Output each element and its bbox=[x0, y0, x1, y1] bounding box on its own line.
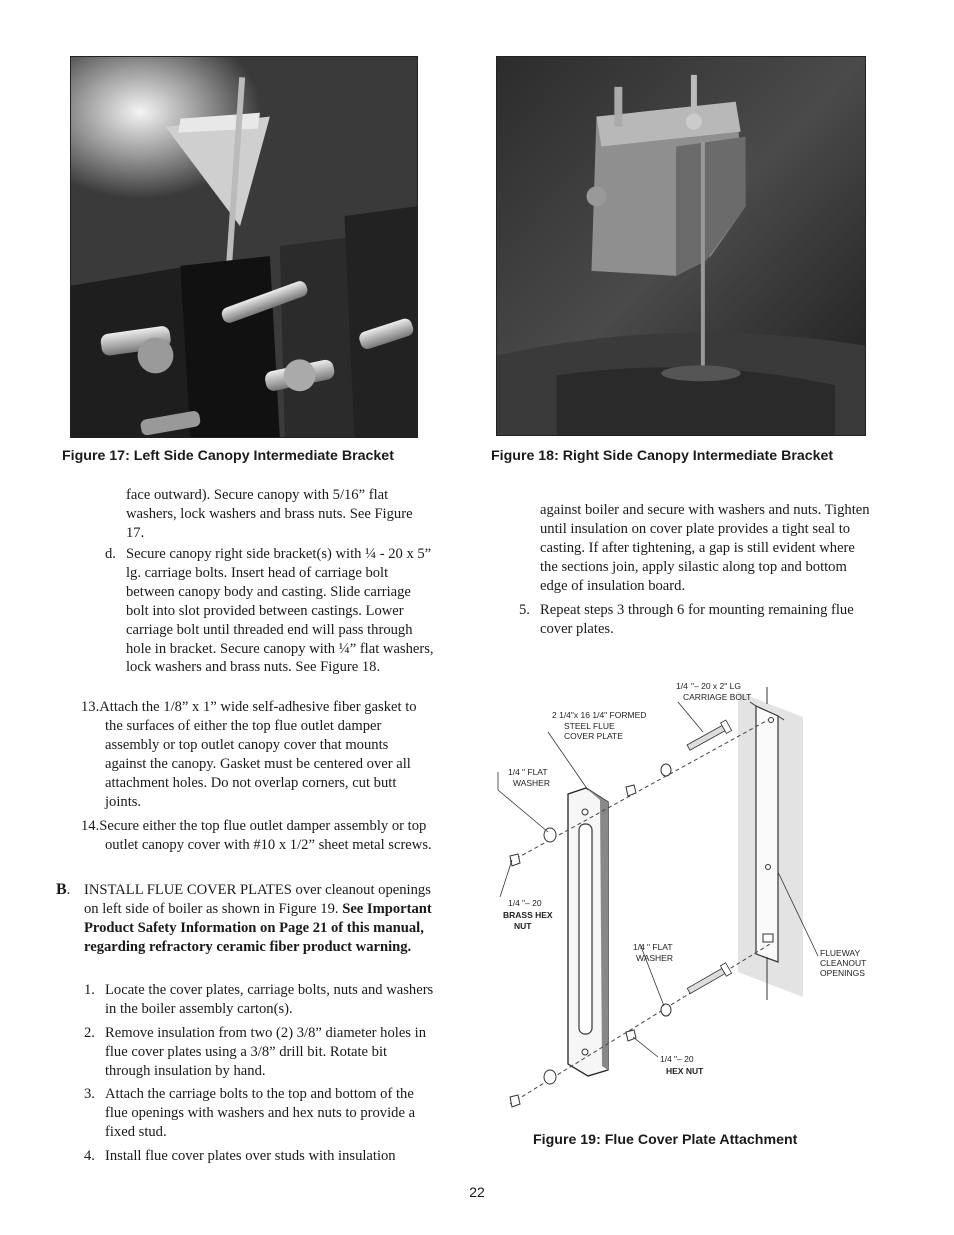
step-4-text: Install flue cover plates over studs with insulation bbox=[105, 1148, 396, 1164]
step-1-text: Locate the cover plates, carriage bolts, nuts and washers in the boiler assembly carton(s). bbox=[105, 982, 434, 1017]
section-b-dot: . bbox=[66, 882, 71, 898]
step-5-text: Repeat steps 3 through 6 for mounting remaining flue cover plates. bbox=[540, 602, 854, 637]
step-5-number: 5. bbox=[519, 602, 530, 618]
brass-nut-label-3: NUT bbox=[514, 921, 532, 931]
step-d-number: d. bbox=[105, 546, 116, 562]
cover-plate-label-3: COVER PLATE bbox=[564, 731, 623, 741]
step-1-number: 1. bbox=[84, 982, 95, 998]
step-4-number: 4. bbox=[84, 1148, 95, 1164]
step-2-number: 2. bbox=[84, 1025, 95, 1041]
flat-washer2-label-2: WASHER bbox=[636, 953, 673, 963]
flat-washer-label-2: WASHER bbox=[513, 778, 550, 788]
hex-nut-label-frac: 1/4 bbox=[660, 1054, 672, 1064]
flueway-label-2: CLEANOUT bbox=[820, 958, 867, 968]
step-d-text: Secure canopy right side bracket(s) with ¼ - 20 x 5” lg. carriage bolts. Insert head of carriage bolt between canopy body and casting. Slide carriage bolt into slot provided between castings. Lower carriage bolt until threaded end will pass through hole in bracket. Secure canopy with ¼” flat washers, lock washers and brass nuts. See Figure 18. bbox=[126, 546, 434, 676]
brass-nut-label-frac: 1/4 bbox=[508, 898, 520, 908]
carriage-bolt-label-1: "– 20 x 2" LG bbox=[691, 681, 741, 691]
cover-plate-label-2: STEEL FLUE bbox=[564, 721, 615, 731]
figure-19-diagram bbox=[488, 672, 868, 1122]
step-13-text: 13.Attach the 1/8” x 1” wide self-adhesive fiber gasket to the surfaces of either the top flue outlet damper assembly or top outlet canopy cover that mounts against the canopy. Gasket must be centered over all attachment holes. Do not overlap corners, cut butt joints. bbox=[81, 699, 417, 810]
flat-washer-label-frac: 1/4 bbox=[508, 767, 520, 777]
flat-washer-label-1: " FLAT bbox=[522, 767, 548, 777]
section-b-letter: B bbox=[56, 881, 67, 898]
carriage-bolt-label-2: CARRIAGE BOLT bbox=[683, 692, 752, 702]
step-2 bbox=[84, 1024, 436, 1081]
section-b-warning: See Important Product Safety Information on Page 21 of this manual, regarding refractory ceramic fiber product warning. bbox=[84, 900, 432, 955]
cover-plate-label-1: 2 1/4"x 16 1/4" FORMED bbox=[552, 710, 647, 720]
step-d bbox=[105, 545, 435, 677]
figure-19-caption: Figure 19: Flue Cover Plate Attachment bbox=[533, 1132, 798, 1148]
figure-17-photo bbox=[70, 56, 418, 438]
flueway-label-1: FLUEWAY bbox=[820, 948, 861, 958]
step-14-text: 14.Secure either the top flue outlet damper assembly or top outlet canopy cover with #10 x 1/2” sheet metal screws. bbox=[81, 818, 432, 853]
carriage-bolt-label-frac: 1/4 bbox=[676, 681, 688, 691]
page-number: 22 bbox=[469, 1184, 485, 1200]
section-b-intro: INSTALL FLUE COVER PLATES over cleanout openings on left side of boiler as shown in Figure 19. bbox=[84, 882, 431, 917]
brass-nut-label-2: BRASS HEX bbox=[503, 910, 553, 920]
section-b-text bbox=[84, 881, 434, 957]
left-continuation-text: face outward). Secure canopy with 5/16” flat washers, lock washers and brass nuts. See Figure 17. bbox=[126, 487, 413, 541]
brass-nut-label-1: "– 20 bbox=[522, 898, 542, 908]
flat-washer2-label-1: " FLAT bbox=[647, 942, 673, 952]
figure-18-photo bbox=[496, 56, 866, 436]
hex-nut-label-1: "– 20 bbox=[674, 1054, 694, 1064]
right-continuation-text: against boiler and secure with washers and nuts. Tighten until insulation on cover plate provides a tight seal to casting. If after tightening, a gap is still evident where the sections join, apply silastic along top and bottom edge of insulation board. bbox=[540, 502, 870, 594]
step-4 bbox=[84, 1147, 436, 1166]
step-3 bbox=[84, 1085, 436, 1142]
flat-washer2-label-frac: 1/4 bbox=[633, 942, 645, 952]
step-3-number: 3. bbox=[84, 1086, 95, 1102]
step-3-text: Attach the carriage bolts to the top and bottom of the flue openings with washers and hex nuts to provide a fixed stud. bbox=[105, 1086, 416, 1140]
hex-nut-label-2: HEX NUT bbox=[666, 1066, 704, 1076]
step-2-text: Remove insulation from two (2) 3/8” diameter holes in flue cover plates using a 3/8” drill bit. Rotate bit through insulation by hand. bbox=[105, 1025, 426, 1079]
step-14 bbox=[81, 817, 433, 855]
figure-17-caption: Figure 17: Left Side Canopy Intermediate Bracket bbox=[62, 448, 394, 464]
figure-18-caption: Figure 18: Right Side Canopy Intermediate Bracket bbox=[491, 448, 834, 464]
step-13 bbox=[81, 698, 427, 811]
step-1 bbox=[84, 981, 436, 1019]
step-5 bbox=[519, 601, 859, 639]
flueway-label-3: OPENINGS bbox=[820, 968, 865, 978]
